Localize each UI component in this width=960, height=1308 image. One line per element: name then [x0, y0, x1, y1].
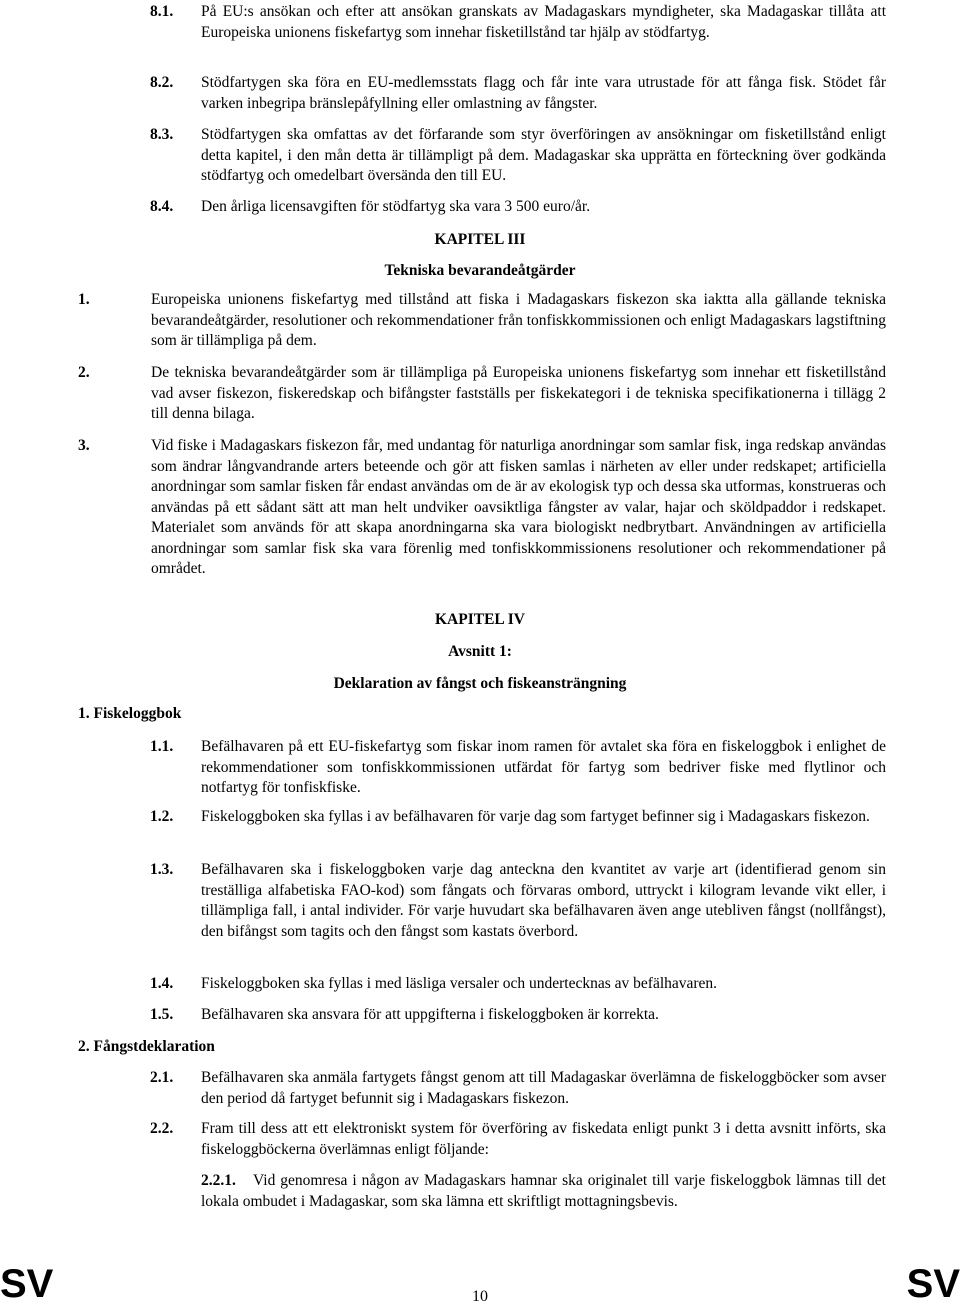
- item-text: Vid fiske i Madagaskars fiskezon får, med undantag för naturliga anordningar som samlar fisk, inga redskap användas som ändrar långvandrande arters beteende och gör att fisken samlas i närheten av eller under redskapet; artificiella anordningar som samlar fisken får endast användas om de är av ekologisk typ och dessa ska utformas, konstrueras och användas på ett sådant sätt att man helt undviker oavsiktliga fångster av valar, hajar och sköldpaddor i redskapet. Materialet som används för att skapa anordningarna ska vara biologiskt nedbrytbart. Användningen av artificiella anordningar som samlar fisk ska vara förenlig med tonfiskkommissionens resolutioner och rekommendationer på området.: [151, 437, 886, 577]
- page-number: 10: [472, 1288, 488, 1305]
- item-number: 3.: [78, 437, 90, 454]
- language-code-left: SV: [0, 1262, 54, 1306]
- clause-number: 2.2.1.: [201, 1172, 236, 1189]
- chapter-4-title: KAPITEL IV: [434, 611, 525, 628]
- clause-number: 2.2.: [150, 1120, 174, 1137]
- subheading-fiskeloggbok: 1. Fiskeloggbok: [78, 705, 182, 722]
- clause-text: Stödfartygen ska omfattas av det förfarande som styr överföringen av ansökningar om fisketillstånd enligt detta kapitel, i den mån detta är tillämpligt på dem. Madagaskar ska upprätta en förteckning över godkända stödfartyg och omedelbart översända den till EU.: [201, 126, 886, 184]
- clause-text: På EU:s ansökan och efter att ansökan granskats av Madagaskars myndigheter, ska Madagaskar tillåta att Europeiska unionens fiskefartyg som innehar fisketillstånd tar hjälp av stödfartyg.: [201, 3, 886, 41]
- clause-text: Befälhavaren ska i fiskeloggboken varje dag anteckna den kvantitet av varje art (identifierad genom sin treställiga alfabetiska FAO-kod) som fångats och förvaras ombord, uttryckt i kilogram levande vikt eller, i tillämpliga fall, i antal individer. För varje huvudart ska befälhavaren även ange utebliven fångst (nollfångst), den bifångst som tagits och den fångst som kastats överbord.: [201, 861, 886, 940]
- chapter-4-section: Avsnitt 1:: [448, 643, 512, 660]
- item-number: 1.: [78, 291, 90, 308]
- clause-text: Vid genomresa i någon av Madagaskars hamnar ska originalet till varje fiskeloggbok lämnas till det lokala ombudet i Madagaskar, som ska lämna ett skriftligt mottagningsbevis.: [201, 1172, 886, 1210]
- clause-number: 1.4.: [150, 975, 174, 992]
- item-text: Europeiska unionens fiskefartyg med tillstånd att fiska i Madagaskars fiskezon ska iaktta alla gällande tekniska bevarandeåtgärder, resolutioner och rekommendationer från tonfiskkommissionen och enligt Madagaskars lagstiftning som är tillämpliga på dem.: [151, 291, 886, 349]
- clause-text: Fiskeloggboken ska fyllas i av befälhavaren för varje dag som fartyget befinner sig i Madagaskars fiskezon.: [201, 808, 870, 825]
- clause-number: 1.1.: [150, 738, 174, 755]
- chapter-3-subtitle: Tekniska bevarandeåtgärder: [384, 262, 576, 279]
- clause-number: 8.1.: [150, 3, 174, 20]
- clause-number: 8.2.: [150, 74, 174, 91]
- clause-text: Den årliga licensavgiften för stödfartyg ska vara 3 500 euro/år.: [201, 198, 591, 215]
- subheading-fangstdeklaration: 2. Fångstdeklaration: [78, 1038, 215, 1055]
- language-code-right: SV: [906, 1262, 960, 1306]
- clause-number: 1.3.: [150, 861, 174, 878]
- clause-text: Stödfartygen ska föra en EU-medlemsstats flagg och får inte vara utrustade för att fånga fisk. Stödet får varken inbegripa bränslepåfyllning eller omlastning av fångster.: [201, 74, 886, 112]
- chapter-3-title: KAPITEL III: [434, 231, 526, 248]
- item-number: 2.: [78, 364, 90, 381]
- clause-text: Fram till dess att ett elektroniskt system för överföring av fiskedata enligt punkt 3 i detta avsnitt införts, ska fiskeloggböckerna överlämnas enligt följande:: [201, 1120, 886, 1158]
- chapter-4-section-title: Deklaration av fångst och fiskeansträngning: [333, 675, 627, 692]
- clause-text: Befälhavaren ska ansvara för att uppgifterna i fiskeloggboken är korrekta.: [201, 1006, 659, 1023]
- clause-text: Befälhavaren på ett EU-fiskefartyg som fiskar inom ramen för avtalet ska föra en fiskeloggbok i enlighet de rekommendationer som tonfiskkommissionen utfärdat för fartyg som bedriver fiske med flytlinor och notfartyg för tonfiskfiske.: [201, 738, 886, 796]
- clause-text: Befälhavaren ska anmäla fartygets fångst genom att till Madagaskar överlämna de fiskeloggböcker som avser den period då fartyget befunnit sig i Madagaskars fiskezon.: [201, 1069, 886, 1107]
- clause-number: 2.1.: [150, 1069, 174, 1086]
- clause-number: 8.3.: [150, 126, 174, 143]
- clause-number: 8.4.: [150, 198, 174, 215]
- clause-number: 1.5.: [150, 1006, 174, 1023]
- clause-number: 1.2.: [150, 808, 174, 825]
- item-text: De tekniska bevarandeåtgärder som är tillämpliga på Europeiska unionens fiskefartyg som innehar ett fisketillstånd vad avser fiskezon, fiskeredskap och bifångster fastställs per fiskekategori i de tekniska specifikationerna i tillägg 2 till denna bilaga.: [151, 364, 886, 422]
- clause-text: Fiskeloggboken ska fyllas i med läsliga versaler och undertecknas av befälhavaren.: [201, 975, 718, 992]
